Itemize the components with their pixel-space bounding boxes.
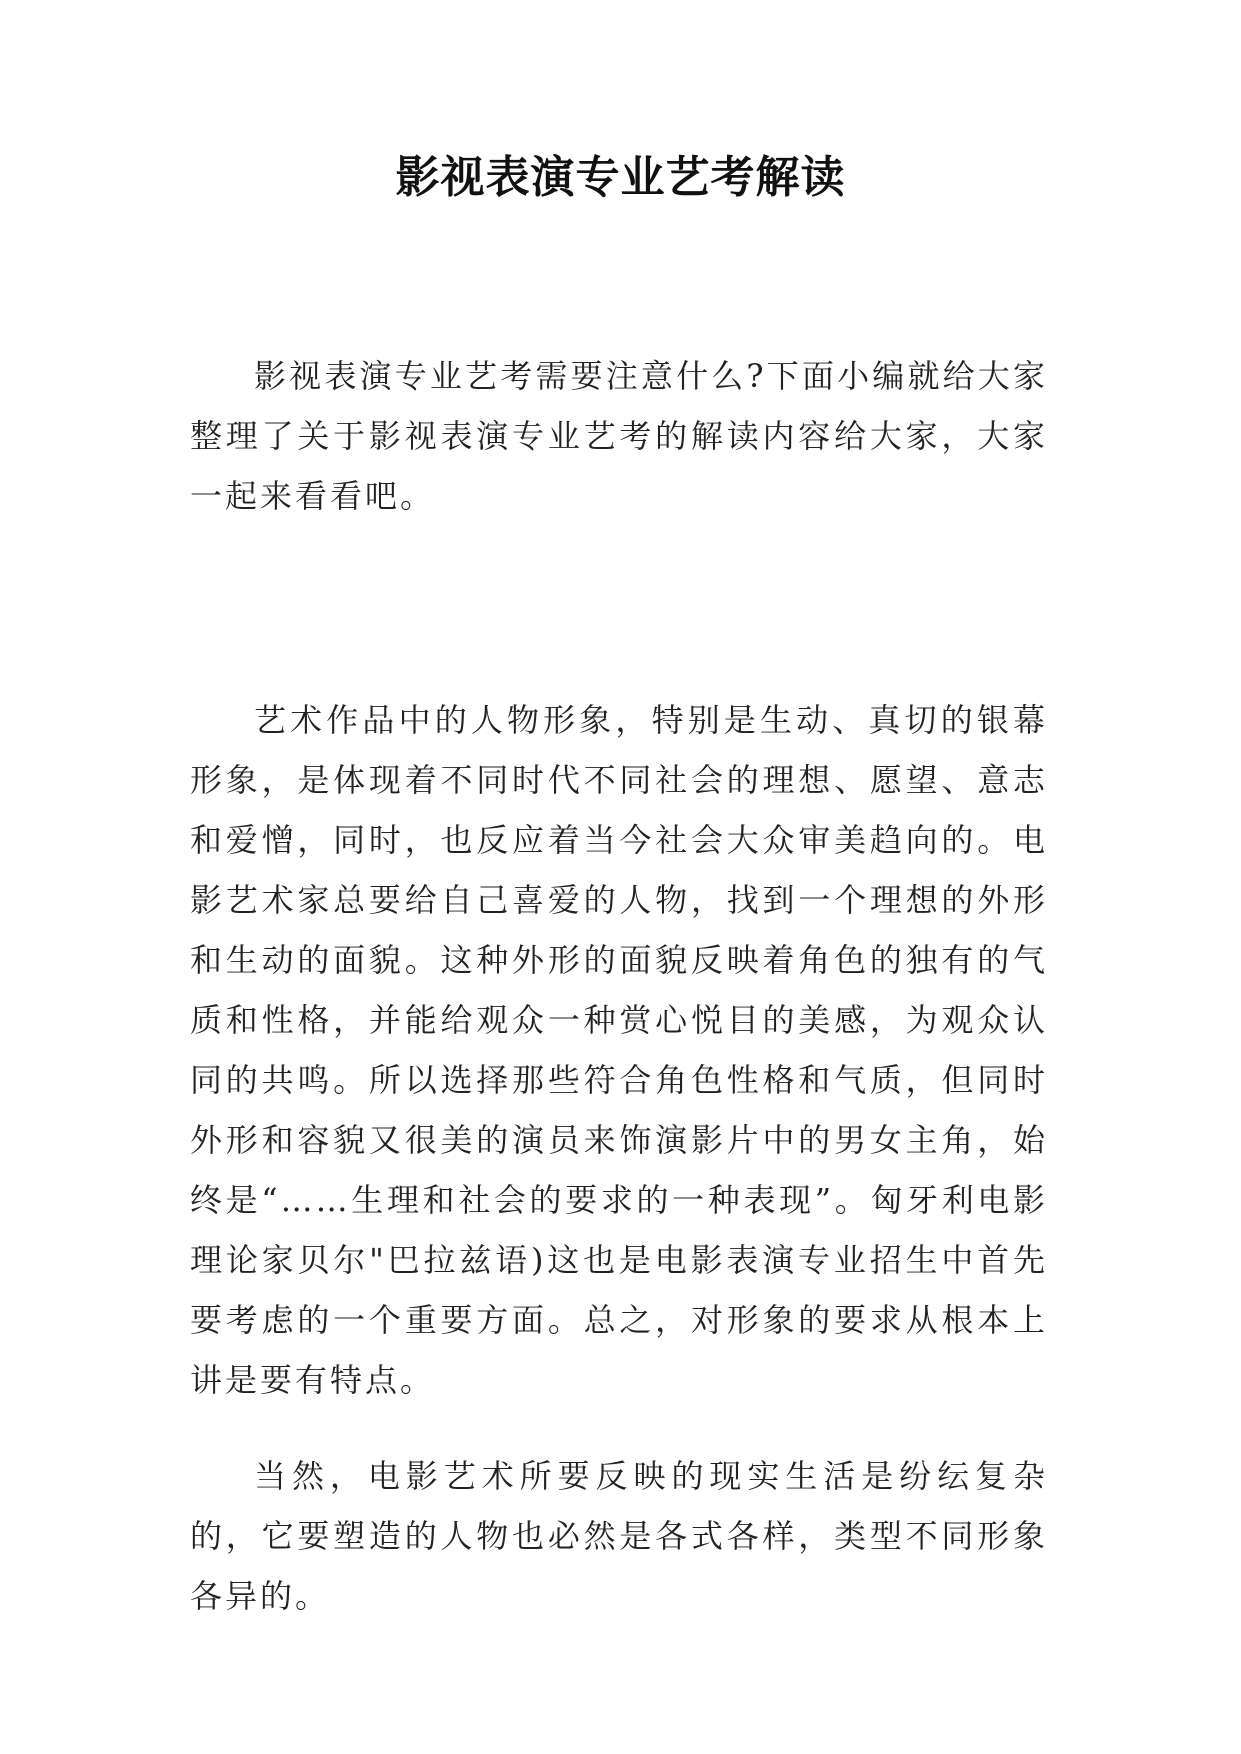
paragraph-image-requirements: 艺术作品中的人物形象，特别是生动、真切的银幕形象，是体现着不同时代不同社会的理想、愿望、意志和爱憎，同时，也反应着当今社会大众审美趋向的。电影艺术家总要给自己喜爱的人物，找到一个理想的外形和生动的面貌。这种外形的面貌反映着角色的独有的气质和性格，并能给观众一种赏心悦目的美感，为观众认同的共鸣。所以选择那些符合角色性格和气质，但同时外形和容貌又很美的演员来饰演影片中的男女主角，始终是“……生理和社会的要求的一种表现”。匈牙利电影理论家贝尔"巴拉兹语)这也是电影表演专业招生中首先要考虑的一个重要方面。总之，对形象的要求从根本上讲是要有特点。 [190,701,1048,1399]
paragraph-diversity: 当然，电影艺术所要反映的现实生活是纷纭复杂的，它要塑造的人物也必然是各式各样，类型不同形象各异的。 [190,1457,1048,1615]
document-title: 影视表演专业艺考解读 [395,152,846,203]
paragraph-intro: 影视表演专业艺考需要注意什么?下面小编就给大家整理了关于影视表演专业艺考的解读内容给大家，大家一起来看看吧。 [190,357,1048,515]
